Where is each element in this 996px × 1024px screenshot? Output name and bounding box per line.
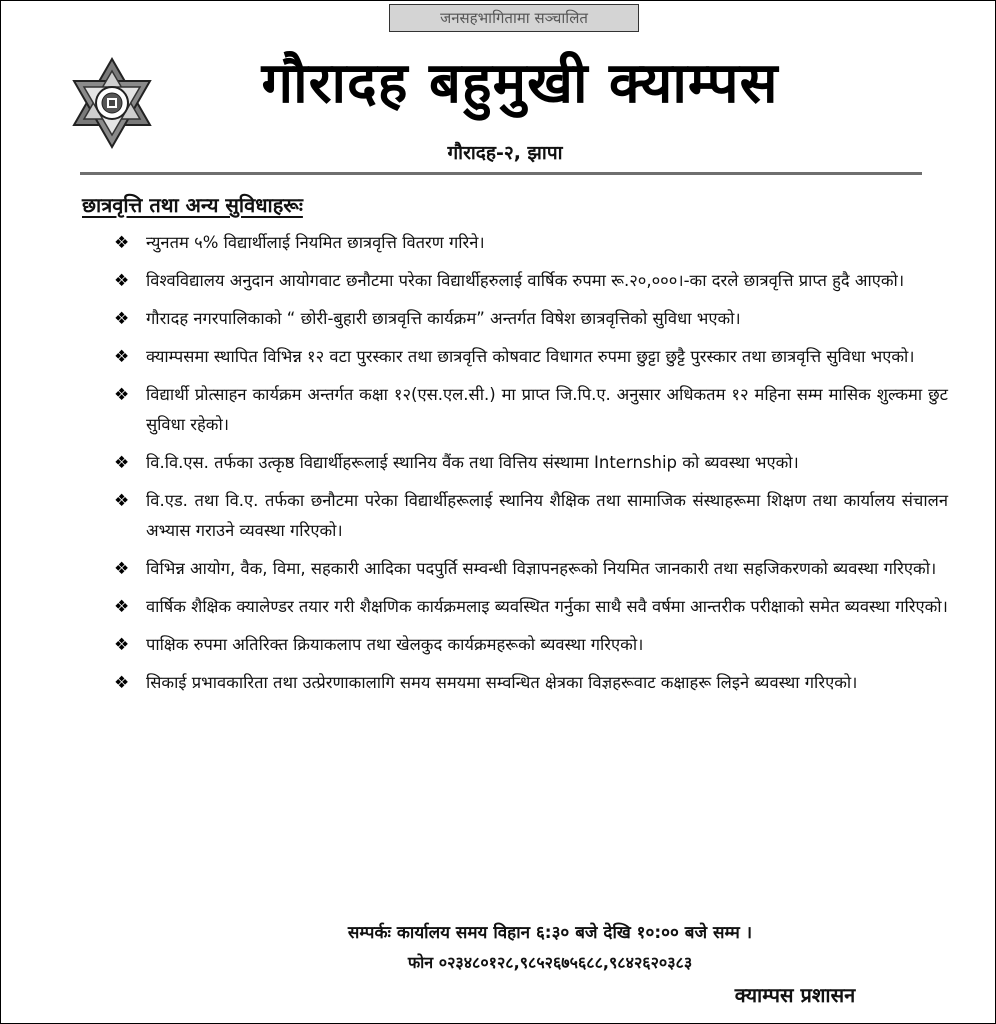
list-item: [114, 630, 948, 660]
list-item: [114, 380, 948, 440]
facilities-list: [114, 228, 948, 706]
diamond-bullet-icon: ❖: [114, 635, 130, 655]
diamond-bullet-icon: ❖: [114, 491, 130, 511]
diamond-bullet-icon: ❖: [114, 347, 130, 367]
campus-title: गौरादह बहुमुखी क्याम्पस: [261, 51, 779, 116]
list-item-text: सिकाई प्रभावकारिता तथा उत्प्रेरणाकालागि समय समयमा सम्वन्धित क्षेत्रका विज्ञहरूवाट कक्षाहरू लिइने ब्यवस्था गरिएको।: [146, 673, 858, 692]
diamond-bullet-icon: ❖: [114, 559, 130, 579]
list-item-text: न्युनतम ५% विद्यार्थीलाई नियमित छात्रवृत्ति वितरण गरिने।: [146, 233, 485, 252]
diamond-bullet-icon: ❖: [114, 597, 130, 617]
diamond-bullet-icon: ❖: [114, 673, 130, 693]
diamond-bullet-icon: ❖: [114, 271, 130, 291]
list-item: [114, 592, 948, 622]
diamond-bullet-icon: ❖: [114, 385, 130, 405]
tagline-box: [389, 4, 639, 32]
list-item: [114, 448, 948, 478]
list-item-text: वि.एड. तथा वि.ए. तर्फका छनौटमा परेका विद्यार्थीहरूलाई स्थानिय शैक्षिक तथा सामाजिक संस्थाहरूमा शिक्षण तथा कार्यालय संचालन अभ्यास गराउने व्यवस्था गरिएको।: [146, 491, 948, 540]
phone-numbers: फोन ०२३४८०१२८,९८५२६७५६८८,९८४२६२०३८३: [407, 953, 693, 972]
list-item: [114, 228, 948, 258]
header-divider: [80, 172, 922, 175]
campus-address: गौरादह-२, झापा: [447, 142, 563, 164]
list-item-text: क्याम्पसमा स्थापित विभिन्न १२ वटा पुरस्कार तथा छात्रवृत्ति कोषवाट विधागत रुपमा छुट्टा छुट्टै पुरस्कार तथा छात्रवृत्ति सुविधा भएको।: [146, 347, 915, 366]
list-item: [114, 486, 948, 546]
tagline: जनसहभागितामा सञ्चालित: [440, 9, 588, 27]
list-item-text: विभिन्न आयोग, वैक, विमा, सहकारी आदिका पदपुर्ति सम्वन्धी विज्ञापनहरूको नियमित जानकारी तथा सहजिकरणको ब्यवस्था गरिएको।: [146, 559, 937, 578]
list-item-text: विश्वविद्यालय अनुदान आयोगवाट छनौटमा परेका विद्यार्थीहरुलाई वार्षिक रुपमा रू.२०,०००।-का दरले छात्रवृत्ति प्राप्त हुदै आएको।: [146, 271, 905, 290]
list-item: [114, 668, 948, 698]
list-item-text: विद्यार्थी प्रोत्साहन कार्यक्रम अन्तर्गत कक्षा १२(एस.एल.सी.) मा प्राप्त जि.पि.ए. अनुसार अधिकतम १२ महिना सम्म मासिक शुल्कमा छुट सुविधा रहेको।: [146, 385, 948, 434]
diamond-bullet-icon: ❖: [114, 309, 130, 329]
list-item: [114, 554, 948, 584]
signature-campus-administration: क्याम्पस प्रशासन: [734, 983, 856, 1007]
list-item: [114, 342, 948, 372]
list-item-text: पाक्षिक रुपमा अतिरिक्त क्रियाकलाप तथा खेलकुद कार्यक्रमहरूको ब्यवस्था गरिएको।: [146, 635, 644, 654]
list-item-text: वि.वि.एस. तर्फका उत्कृष्ठ विद्यार्थीहरूलाई स्थानिय वैंक तथा वित्तिय संस्थामा Internship को ब्यवस्था भएको।: [146, 453, 799, 472]
list-item: [114, 304, 948, 334]
list-item-text: गौरादह नगरपालिकाको “ छोरी-बुहारी छात्रवृत्ति कार्यक्रम” अन्तर्गत विषेश छात्रवृत्तिको सुविधा भएको।: [146, 309, 741, 328]
contact-hours: सम्पर्कः कार्यालय समय विहान ६:३० बजे देखि १०:०० बजे सम्म ।: [347, 923, 753, 943]
section-heading: छात्रवृत्ति तथा अन्य सुविधाहरूः: [82, 193, 303, 217]
tu-emblem-icon: [70, 57, 154, 149]
list-item: [114, 266, 948, 296]
list-item-text: वार्षिक शैक्षिक क्यालेण्डर तयार गरी शैक्षणिक कार्यक्रमलाइ ब्यवस्थित गर्नुका साथै सवै वर्षमा आन्तरीक परीक्षाको समेत ब्यवस्था गरिएको।: [146, 597, 948, 616]
diamond-bullet-icon: ❖: [114, 453, 130, 473]
diamond-bullet-icon: ❖: [114, 233, 130, 253]
